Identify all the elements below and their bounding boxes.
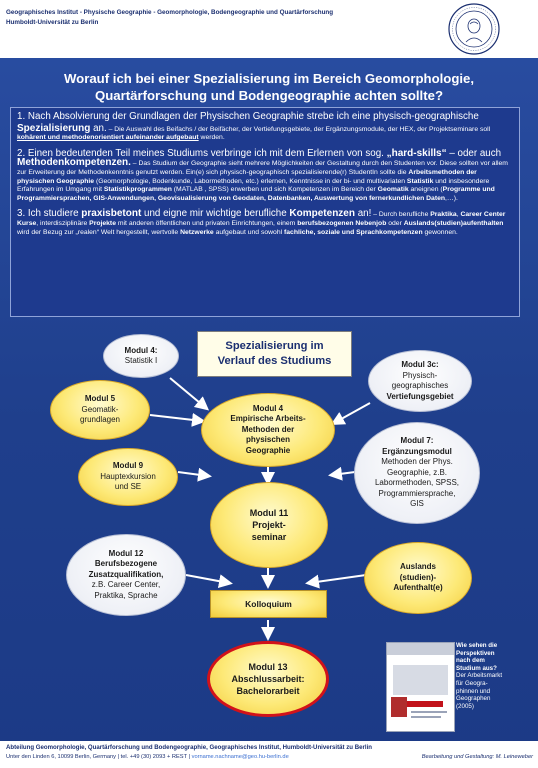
module-9-line-1: Hauptexkursion: [100, 471, 156, 481]
module-7-title: Modul 7:: [400, 436, 434, 446]
book-cover-image: [386, 642, 455, 732]
book-cover-line: [411, 716, 441, 718]
perspectives-question-2: Perspektiven: [456, 649, 495, 657]
module-7-line-2: Geographie, z.B.: [386, 467, 448, 477]
module-12-zusatzqualifikation: [66, 534, 186, 616]
footer-email-link[interactable]: vorname.nachname@geo.hu-berlin.de: [191, 754, 289, 760]
point-2-text-m: aneignen (: [408, 186, 443, 194]
module-4-empirische-methoden: [201, 393, 335, 467]
module-3c-line-2: geographisches: [391, 381, 449, 390]
point-3-comma: ,: [456, 211, 461, 219]
point-3-lead-end: an!: [354, 208, 372, 220]
point-2-geomatik-list: Programme und Programmiersprachen, GIS-Anwendungen, Geovisualisierung von Geodaten, Datenbanken, Auswertung von fernerkundlichen Daten: [17, 186, 495, 202]
module-4b-line-1: Empirische Arbeits-: [230, 414, 306, 424]
perspectives-reference-3: phinnen und: [456, 687, 491, 695]
module-3c-line-1: Physisch-: [402, 370, 438, 380]
point-3-nebenjob: berufsbezogenen Nebenjob: [297, 219, 387, 227]
point-3-career: Career Center Kurse: [17, 211, 506, 227]
point-1-detail: – Die Auswahl des Beifachs / der Beifächer, der Vertiefungsgebiete, der Ergänzungsmodule, der HEX, der Projektseminare soll: [106, 125, 491, 133]
module-7-ergaenzungsmodul: [354, 422, 480, 524]
perspectives-reference-1: Der Arbeitsmarkt: [456, 672, 503, 680]
ausland-line-1: Auslands: [399, 562, 436, 572]
perspectives-reference-2: für Geogra-: [456, 679, 488, 687]
point-2-text-k: (MATLAB , SPSS) erwerben und sich Kompetenzen im Bereich der: [171, 186, 378, 194]
point-3-mid: und eigne mir wichtige berufliche: [141, 208, 290, 220]
point-3-lead: 3. Ich studiere: [17, 208, 82, 220]
point-3-text-l: mit anderen öffentlichen und privaten Einrichtungen, einem: [115, 219, 298, 227]
module-7-line-5: GIS: [410, 499, 424, 509]
module-4-statistik: [103, 334, 179, 378]
point-2-end: ,…).: [445, 194, 458, 202]
auslandsaufenthalt: [364, 542, 472, 614]
point-2-detail: – Das Studium der Geographie sieht mehrere Möglichkeiten der Gestaltung durch den Studenten vor. Diese sollten vor allem zur Erweiterung der Methodenkenntnis genutzt werden. Ein(e) sich physisch-geographisch spezialisierende(r) StudentIn sollte die: [17, 160, 508, 176]
module-11-title: Modul 11: [249, 508, 289, 518]
module-5-line-2: grundlagen: [79, 415, 121, 425]
module-4-statistik-text: Statistik I: [124, 356, 158, 365]
perspectives-question-3: nach dem: [456, 657, 485, 665]
module-4b-line-4: Geographie: [245, 445, 291, 455]
module-9-hauptexkursion: [78, 448, 178, 506]
point-1-end: werden.: [198, 134, 225, 142]
module-3c-line-3: Vertiefungsgebiet: [386, 391, 454, 401]
module-13-line-2: Bachelorarbeit: [236, 686, 300, 696]
point-3-kompetenzen: fachliche, soziale und Sprachkompetenzen: [284, 228, 423, 236]
ausland-line-2: (studien)-: [399, 572, 437, 582]
point-3-keyword: Kompetenzen: [289, 208, 355, 220]
module-7-line-4: Programmiersprache,: [378, 488, 456, 498]
module-12-title: Modul 12: [108, 548, 144, 558]
point-3-praktika: Praktika: [430, 211, 457, 219]
point-3-text-f: – Durch berufliche: [371, 211, 431, 219]
module-4-statistik-title: Modul 4:: [124, 345, 158, 355]
module-5-title: Modul 5: [84, 394, 116, 404]
module-13-bachelorarbeit: [207, 641, 329, 717]
point-3-praxis: praxisbetont: [81, 208, 142, 220]
footer-address-text: Unter den Linden 6, 10099 Berlin, Germany | tel. +49 (30) 2093 + REST |: [6, 754, 192, 760]
diagram-heading: [197, 331, 352, 377]
footer: [0, 741, 538, 768]
module-4b-line-2: Methoden der: [241, 424, 295, 434]
point-3-ausland: Auslands(studien)aufenthalten: [403, 219, 504, 227]
header-institute: Geographisches Institut - Physische Geographie - Geomorphologie, Bodengeographie und Quartärforschung: [6, 9, 334, 16]
perspectives-box: [456, 642, 534, 710]
point-3-text-p: wird der Bezug zur „realen“ Welt hergestellt, wertvolle: [17, 228, 181, 236]
arrow-ausland: [309, 575, 366, 583]
point-2-text-g: (Geomorphologie, Bodenkunde, Labormethoden, etc.) erlernen, Kenntnisse in der bi- und multivariaten: [94, 177, 407, 185]
module-11-line-1: Projekt-: [252, 520, 286, 530]
diagram-heading-line-2: Verlauf des Studiums: [217, 355, 332, 367]
module-4b-line-3: physischen: [245, 435, 290, 445]
book-cover-line: [411, 711, 447, 713]
point-3-text-n: oder: [386, 219, 404, 227]
header-university: Humboldt-Universität zu Berlin: [6, 19, 99, 26]
point-2-text-i: und insbesondere Erfahrungen im Umgang mit: [17, 177, 490, 194]
point-3-projekte: Projekte: [89, 219, 116, 227]
perspectives-reference-5: (2005): [456, 702, 474, 710]
point-2-statistik: Statistik: [406, 177, 434, 185]
module-5-line-1: Geomatik-: [81, 404, 119, 414]
module-7-subtitle: Ergänzungsmodul: [382, 446, 452, 456]
perspectives-question-1: Wie sehen die: [456, 642, 498, 649]
module-9-line-2: und SE: [114, 482, 142, 492]
point-2-hardskills: „hard-skills“: [386, 147, 447, 159]
book-cover-band: [405, 701, 443, 707]
point-1-lead: 1. Nach Absolvierung der Grundlagen der Physischen Geographie strebe ich eine physisch-geographische: [17, 111, 479, 122]
arrow-m7: [332, 472, 355, 475]
point-2-programs: Statistikprogrammen: [103, 186, 172, 194]
point-1-lead-end: an.: [90, 122, 107, 134]
module-12-line-3: z.B. Career Center,: [91, 580, 161, 590]
point-1-keyword: Spezialisierung: [17, 122, 91, 134]
arrow-m5: [150, 415, 202, 421]
module-7-line-1: Methoden der Phys.: [381, 457, 453, 467]
kolloquium: Kolloquium: [210, 590, 327, 618]
module-12-line-1: Berufsbezogene: [94, 559, 158, 569]
arrow-m12: [186, 575, 229, 583]
module-13-line-1: Abschlussarbeit:: [231, 674, 305, 684]
module-12-line-4: Praktika, Sprache: [94, 590, 158, 600]
ausland-line-3: Aufenthalt(e): [393, 583, 443, 593]
point-2-methods: Arbeitsmethoden der physischen Geographie: [17, 168, 477, 185]
module-3c-title: Modul 3c:: [401, 360, 439, 369]
point-3-netzwerke: Netzwerke: [180, 228, 214, 236]
footer-credit: Bearbeitung und Gestaltung: M. Leineweber: [421, 754, 533, 760]
perspectives-question-4: Studium aus?: [456, 664, 497, 672]
title-line-1: Worauf ich bei einer Spezialisierung im Bereich Geomorphologie,: [63, 71, 475, 86]
book-cover-picture: [393, 665, 448, 695]
arrow-m4a: [170, 378, 206, 408]
book-cover-block: [391, 697, 407, 717]
module-9-title: Modul 9: [112, 461, 144, 471]
point-1-emphasis: kohärent und methodenorientiert aufeinander aufgebaut: [17, 134, 199, 142]
point-2-lead: 2. Einen bedeutenden Teil meines Studiums verbringe ich mit dem Erlernen von sog.: [17, 147, 387, 159]
point-3-text-j: , interdisziplinäre: [36, 219, 90, 227]
module-11-line-2: seminar: [251, 532, 287, 542]
title-line-2: Quartärforschung und Bodengeographie achten sollte?: [94, 88, 444, 103]
footer-address: [6, 754, 289, 760]
point-3-text-r: aufgebaut und sowohl: [213, 228, 284, 236]
arrow-m3c: [334, 403, 370, 423]
module-3c-vertiefungsgebiet: [368, 350, 472, 412]
book-cover-header: [387, 643, 454, 655]
point-2-geomatik: Geomatik: [377, 186, 409, 194]
point-3-end: gewonnen.: [422, 228, 458, 236]
perspectives-reference-4: Geographen: [456, 695, 491, 703]
point-2-keyword: Methodenkompetenzen.: [17, 157, 131, 169]
module-5-geomatik: [50, 380, 150, 440]
module-12-line-2: Zusatzqualifikation,: [88, 569, 164, 579]
module-13-title: Modul 13: [248, 662, 288, 672]
arrow-m9: [178, 472, 208, 476]
module-4b-title: Modul 4: [252, 403, 284, 413]
module-7-line-3: Labormethoden, SPSS,: [374, 478, 460, 488]
diagram-heading-line-1: Spezialisierung im: [225, 340, 324, 352]
footer-department: Abteilung Geomorphologie, Quartärforschung und Bodengeographie, Geographisches Institut, Humboldt-Universität zu Berlin: [6, 744, 372, 751]
module-11-projektseminar: [210, 482, 328, 568]
point-2-or: – oder auch: [446, 147, 502, 159]
